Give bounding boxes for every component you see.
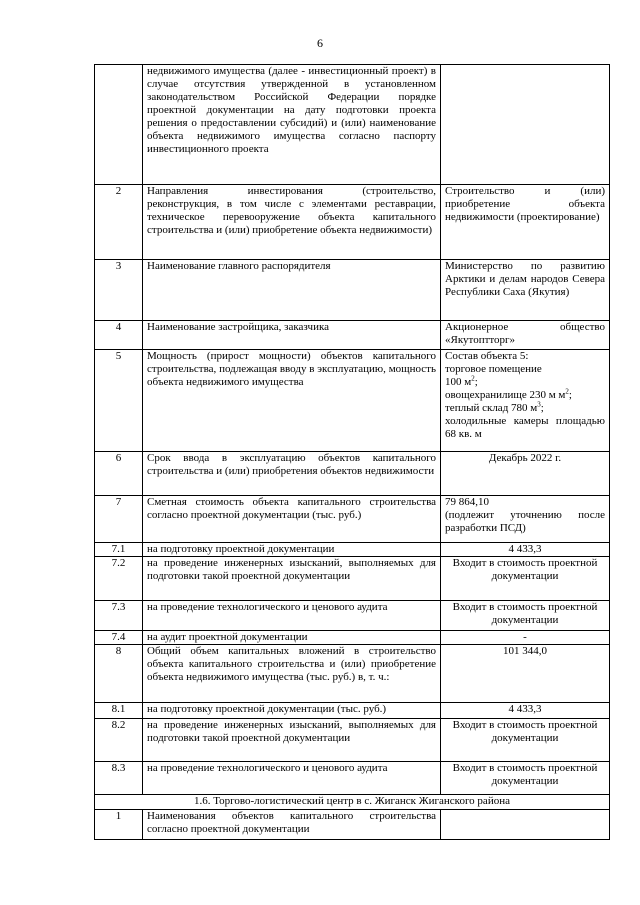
capacity-line: торговое помещение	[445, 363, 542, 375]
row-value: Входит в стоимость проектной документации	[441, 601, 610, 631]
row-number: 7.1	[95, 543, 143, 557]
row-description: на проведение технологического и ценового аудита	[143, 601, 441, 631]
row-value: Декабрь 2022 г.	[441, 452, 610, 496]
row-description: Сметная стоимость объекта капитального строительства согласно проектной документации (тыс. руб.)	[143, 496, 441, 543]
unit-superscript: 2	[565, 387, 569, 396]
table-row	[95, 645, 610, 703]
row-description: на подготовку проектной документации	[143, 543, 441, 557]
table-row	[95, 762, 610, 795]
estimate-note: (подлежит уточнению после разработки ПСД)	[445, 509, 605, 534]
row-value	[441, 810, 610, 840]
table-row	[95, 350, 610, 452]
table-row	[95, 703, 610, 719]
row-value: 4 433,3	[441, 703, 610, 719]
row-description: на проведение технологического и ценового аудита	[143, 762, 441, 795]
row-value: -	[441, 631, 610, 645]
table-row	[95, 260, 610, 321]
row-value: Министерство по развитию Арктики и делам народов Севера Республики Саха (Якутия)	[441, 260, 610, 321]
table-row	[95, 452, 610, 496]
row-number	[95, 65, 143, 185]
row-number: 7	[95, 496, 143, 543]
row-value	[441, 496, 610, 543]
row-value: 4 433,3	[441, 543, 610, 557]
row-description: на подготовку проектной документации (тыс. руб.)	[143, 703, 441, 719]
row-value	[441, 350, 610, 452]
table-row	[95, 719, 610, 762]
row-number: 8.3	[95, 762, 143, 795]
table-row	[95, 601, 610, 631]
section-title: 1.6. Торгово-логистический центр в с. Жиганск Жиганского района	[95, 795, 610, 810]
capacity-line: Состав объекта 5:	[445, 350, 529, 362]
section-header-row	[95, 795, 610, 810]
row-number: 8.2	[95, 719, 143, 762]
row-description: Направления инвестирования (строительство, реконструкция, в том числе с элементами реставрации, техническое перевооружение объекта капитального строительства и (или) приобретение объекта недвижимости)	[143, 185, 441, 260]
row-value: Входит в стоимость проектной документации	[441, 762, 610, 795]
row-value	[441, 65, 610, 185]
table-row	[95, 185, 610, 260]
row-number: 4	[95, 321, 143, 350]
investment-table	[94, 64, 610, 840]
table-row	[95, 321, 610, 350]
estimate-amount: 79 864,10	[445, 496, 489, 508]
row-description: Наименования объектов капитального строительства согласно проектной документации	[143, 810, 441, 840]
capacity-line: холодильные камеры площадью 68 кв. м	[445, 415, 605, 440]
row-number: 7.3	[95, 601, 143, 631]
capacity-line: овощехранилище 230 м $м^2$;	[445, 387, 572, 401]
capacity-line: теплый склад 780 $м^3$;	[445, 400, 544, 414]
table-row	[95, 65, 610, 185]
table-row	[95, 496, 610, 543]
unit-superscript: 3	[537, 400, 541, 409]
row-description: на аудит проектной документации	[143, 631, 441, 645]
row-number: 8.1	[95, 703, 143, 719]
row-description: Наименование главного распорядителя	[143, 260, 441, 321]
row-number: 6	[95, 452, 143, 496]
row-number: 7.4	[95, 631, 143, 645]
table-row	[95, 557, 610, 601]
row-value: Акционерное общество «Якутоптторг»	[441, 321, 610, 350]
capacity-line: 100 $м^2$;	[445, 374, 478, 388]
row-description: Мощность (прирост мощности) объектов капитального строительства, подлежащая вводу в эксплуатацию, мощность объекта недвижимого имущества	[143, 350, 441, 452]
row-description: Срок ввода в эксплуатацию объектов капитального строительства и (или) приобретения объектов недвижимости	[143, 452, 441, 496]
page-number: 6	[317, 36, 323, 50]
row-number: 2	[95, 185, 143, 260]
table-row	[95, 631, 610, 645]
row-value: 101 344,0	[441, 645, 610, 703]
row-description: недвижимого имущества (далее - инвестиционный проект) в случае отсутствия утвержденной в установленном законодательством Российской Федерации порядке проектной документации на дату подготовки проекта решения о предоставлении субсидий) и (или) наименование объекта недвижимого имущества согласно паспорту инвестиционного проекта	[143, 65, 441, 185]
unit-superscript: 2	[471, 374, 475, 383]
row-description: на проведение инженерных изысканий, выполняемых для подготовки такой проектной документации	[143, 557, 441, 601]
table-row	[95, 810, 610, 840]
row-value: Входит в стоимость проектной документации	[441, 557, 610, 601]
row-number: 5	[95, 350, 143, 452]
row-number: 1	[95, 810, 143, 840]
row-description: Общий объем капитальных вложений в строительство объекта капитального строительства и (или) приобретение объекта недвижимого имущества (тыс. руб.) в, т. ч.:	[143, 645, 441, 703]
row-number: 3	[95, 260, 143, 321]
row-description: Наименование застройщика, заказчика	[143, 321, 441, 350]
row-value: Входит в стоимость проектной документации	[441, 719, 610, 762]
row-number: 8	[95, 645, 143, 703]
row-number: 7.2	[95, 557, 143, 601]
row-value: Строительство и (или) приобретение объекта недвижимости (проектирование)	[441, 185, 610, 260]
table-row	[95, 543, 610, 557]
row-description: на проведение инженерных изысканий, выполняемых для подготовки такой проектной документации	[143, 719, 441, 762]
